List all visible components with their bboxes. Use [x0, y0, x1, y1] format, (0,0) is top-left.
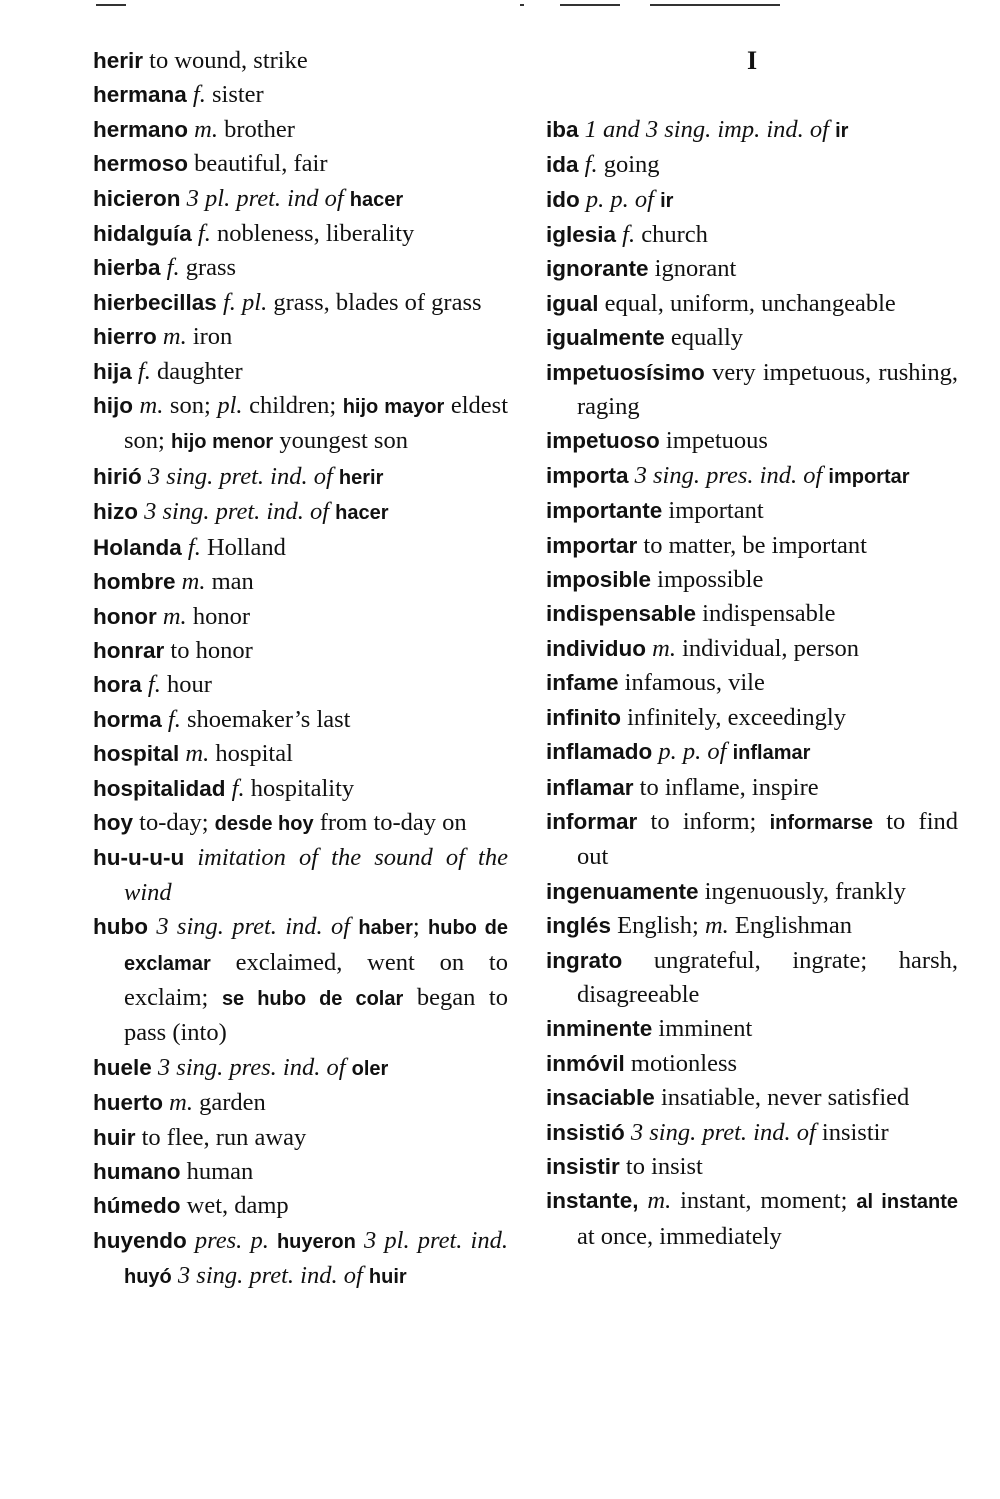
entry-headword: insistir [546, 1153, 620, 1179]
entry-headword: indispensable [546, 601, 697, 627]
dictionary-entry [93, 668, 508, 702]
dictionary-entry [93, 565, 508, 599]
entry-grammar: 3 sing. pres. ind. of [151, 1053, 352, 1081]
entry-headword: hombre [93, 569, 176, 595]
entry-headword: iglesia [546, 222, 617, 247]
dictionary-entry [93, 634, 508, 668]
entry-headword: horma [93, 706, 162, 732]
entry-reference: inflamar [732, 742, 811, 765]
dictionary-entry [93, 806, 508, 841]
entry-definition: exclaimed, went on to exclaim; [124, 948, 508, 1011]
entry-grammar: f. [141, 671, 161, 699]
entry-headword: individuo [546, 635, 646, 661]
entry-definition: equal, uniform, unchangeable [598, 289, 896, 317]
entry-definition: to inflame, inspire [633, 773, 819, 801]
dictionary-entry [546, 148, 958, 182]
dictionary-entry [546, 666, 958, 700]
entry-reference: al instante [856, 1191, 958, 1214]
entry-definition: Holland [200, 533, 286, 561]
entry-headword: ida [546, 152, 579, 178]
dictionary-entry [546, 424, 958, 458]
dictionary-entry [546, 1150, 958, 1184]
entry-headword: hoy [93, 809, 134, 835]
entry-headword: huerto [93, 1090, 163, 1116]
dictionary-entry [93, 531, 508, 565]
edge-mark [520, 4, 524, 6]
dictionary-entry [93, 286, 508, 320]
right-column [546, 44, 958, 1254]
entry-definition: to inform; [637, 807, 770, 835]
entry-definition: began to pass (into) [124, 983, 508, 1047]
entry-definition: wet, damp [180, 1192, 289, 1220]
entry-headword: ingenuamente [546, 878, 699, 904]
entry-grammar: 3 sing. pres. ind. of [628, 461, 829, 489]
entry-definition: equally [664, 324, 744, 352]
dictionary-entry [93, 44, 508, 78]
entry-grammar: 3 sing. pret. ind. of [141, 462, 339, 490]
dictionary-entry [93, 389, 508, 460]
entry-definition: hospital [209, 740, 293, 768]
dictionary-entry [546, 113, 958, 148]
left-column [93, 44, 508, 1295]
dictionary-entry [546, 1012, 958, 1046]
top-edge-marks [0, 0, 1000, 10]
entry-grammar: m. [175, 568, 206, 596]
entry-definition: English; [611, 912, 705, 940]
entry-definition: to flee, run away [135, 1123, 307, 1151]
entry-reference: ir [835, 119, 849, 142]
dictionary-entry [93, 703, 508, 737]
entry-definition: sister [205, 81, 264, 109]
entry-headword: hermano [93, 116, 189, 142]
entry-grammar: p. p. of [652, 738, 733, 766]
entry-definition: individual, person [675, 634, 859, 662]
entry-grammar: m. [156, 323, 187, 351]
entry-reference: desde hoy [214, 812, 314, 835]
entry-definition: garden [192, 1089, 266, 1117]
entry-definition: nobleness, liberality [210, 220, 415, 248]
entry-grammar: f. [181, 533, 201, 561]
entry-headword: hierro [93, 324, 157, 350]
entry-definition: insistir [815, 1118, 889, 1146]
entry-grammar: f. [161, 705, 181, 733]
entry-definition: to wound, strike [143, 47, 308, 74]
entry-headword: hija [93, 358, 132, 384]
entry-grammar: pl. [217, 392, 243, 420]
entry-reference: hubo de exclamar [124, 917, 509, 975]
entry-headword: hora [93, 672, 142, 698]
dictionary-entry [93, 772, 508, 806]
entry-headword: huele [93, 1054, 152, 1080]
entry-definition: indispensable [696, 600, 836, 628]
dictionary-entry [546, 356, 958, 425]
entry-definition: imminent [652, 1015, 753, 1043]
entry-headword: insaciable [546, 1085, 655, 1111]
entry-definition: grass [179, 254, 237, 282]
entry-definition: impossible [651, 566, 764, 594]
entry-headword: impetuosísimo [546, 359, 705, 385]
entry-headword: hermoso [93, 151, 189, 177]
entry-headword: Holanda [93, 534, 182, 560]
entry-headword: iba [546, 116, 579, 142]
dictionary-entry [546, 909, 958, 943]
dictionary-entry [546, 875, 958, 909]
dictionary-entry [93, 251, 508, 285]
entry-reference: herir [338, 466, 384, 489]
dictionary-entry [546, 563, 958, 597]
dictionary-entry [93, 910, 508, 1051]
entry-headword: imposible [546, 567, 652, 593]
dictionary-entry [93, 1086, 508, 1120]
dictionary-entry [93, 1189, 508, 1223]
dictionary-entry [546, 632, 958, 666]
edge-mark [560, 4, 620, 6]
entry-reference: hijo menor [170, 431, 274, 454]
entry-grammar: 3 sing. pret. ind. of [138, 498, 336, 526]
dictionary-entry [546, 494, 958, 528]
entry-reference: se hubo de colar [221, 987, 404, 1010]
entry-grammar: f. [578, 151, 598, 179]
entry-grammar: 3 sing. pret. ind. of [147, 913, 359, 941]
entry-definition: very impetuous, rushing, raging [577, 358, 958, 421]
entry-headword: hubo [93, 914, 148, 940]
dictionary-entry [93, 78, 508, 112]
entry-definition: Englishman [728, 912, 852, 940]
entry-definition: man [205, 568, 254, 596]
entry-definition: to matter, be important [637, 531, 867, 559]
entry-headword: infame [546, 670, 619, 696]
dictionary-entry [93, 113, 508, 147]
entry-definition: from to-day on [313, 808, 467, 836]
entry-grammar: p. p. of [579, 185, 661, 213]
dictionary-entry [93, 600, 508, 634]
dictionary-entry [93, 182, 508, 217]
entry-headword: inglés [546, 913, 612, 939]
entry-headword: ido [546, 186, 580, 212]
entry-definition: eldest son; [124, 392, 508, 455]
entry-headword: hospital [93, 741, 180, 767]
entry-headword: hicieron [93, 185, 181, 211]
dictionary-entry [546, 701, 958, 735]
entry-definition: children; [242, 392, 343, 420]
entry-definition: ; [412, 913, 429, 941]
entry-grammar: imitation of the sound of the wind [124, 844, 508, 906]
dictionary-entry [546, 1047, 958, 1081]
entry-grammar: f. pl. [216, 288, 268, 316]
entry-reference: hacer [349, 188, 404, 211]
entry-grammar: f. [131, 357, 151, 385]
entry-grammar: m. [188, 115, 218, 143]
entry-headword: honrar [93, 637, 165, 663]
entry-grammar: m. [133, 392, 164, 420]
dictionary-entry [546, 252, 958, 286]
entry-definition: honor [186, 602, 250, 630]
entry-reference: informarse [769, 811, 873, 834]
entry-headword: huyendo [93, 1227, 187, 1253]
entry-grammar: 3 pl. pret. ind of [180, 184, 350, 212]
entry-headword: honor [93, 603, 157, 629]
entry-grammar: m. [704, 912, 729, 940]
entry-headword: hu-u-u-u [93, 845, 185, 871]
entry-grammar: m. [646, 634, 676, 662]
edge-mark [96, 4, 126, 6]
entry-reference: haber [358, 917, 413, 940]
entry-grammar: 3 pl. pret. ind. [355, 1226, 508, 1254]
entry-definition: ignorant [648, 255, 737, 283]
entry-headword: instante, [546, 1188, 639, 1214]
entry-headword: importa [546, 462, 629, 488]
entry-reference: oler [351, 1057, 389, 1080]
entry-definition: insatiable, never satisfied [654, 1084, 910, 1112]
entry-headword: inflamado [546, 739, 653, 765]
entry-headword: herir [93, 48, 144, 73]
entry-definition: to find out [577, 807, 959, 871]
dictionary-entry [546, 321, 958, 355]
entry-headword: hermana [93, 82, 187, 108]
dictionary-entry [93, 1121, 508, 1155]
entry-grammar: f. [191, 220, 211, 248]
entry-definition: brother [217, 115, 295, 143]
entry-reference: hijo mayor [342, 396, 445, 419]
entry-headword: huir [93, 1124, 136, 1150]
entry-grammar: f. [225, 774, 245, 802]
entry-definition: son; [163, 392, 218, 420]
dictionary-entry [546, 218, 958, 252]
dictionary-entry [93, 320, 508, 354]
entry-headword: hierbecillas [93, 289, 217, 315]
entry-headword: infinito [546, 704, 621, 730]
entry-headword: importante [546, 498, 663, 524]
entry-grammar: f. [160, 254, 180, 282]
entry-grammar: f. [616, 221, 636, 248]
entry-grammar: 3 sing. pret. ind. of [171, 1262, 369, 1290]
entry-definition: church [635, 221, 708, 248]
dictionary-entry [93, 460, 508, 495]
entry-headword: hierba [93, 255, 161, 281]
entry-headword: inmóvil [546, 1050, 625, 1076]
entry-headword: inminente [546, 1016, 653, 1042]
dictionary-entry [93, 147, 508, 181]
entry-headword: hijo [93, 393, 133, 419]
entry-reference: huyó [124, 1266, 172, 1289]
entry-headword: insistió [546, 1119, 625, 1145]
entry-definition: beautiful, fair [188, 150, 328, 178]
entry-grammar: m. [638, 1187, 672, 1215]
entry-definition: grass, blades of grass [267, 288, 482, 316]
entry-headword: hizo [93, 499, 138, 525]
entry-definition: infinitely, exceedingly [620, 703, 846, 731]
entry-headword: inflamar [546, 774, 634, 800]
entry-definition: ingenuously, frankly [698, 877, 906, 905]
entry-headword: ingrato [546, 947, 623, 973]
dictionary-entry [93, 355, 508, 389]
entry-reference: huyeron [276, 1230, 356, 1253]
dictionary-entry [546, 944, 958, 1013]
entry-grammar: f. [186, 81, 206, 109]
entry-grammar: m. [179, 740, 210, 768]
entry-headword: ignorante [546, 256, 649, 282]
entry-definition: infamous, vile [618, 669, 765, 697]
dictionary-entry [546, 805, 958, 875]
entry-reference: huir [368, 1266, 407, 1289]
dictionary-entry [93, 841, 508, 910]
dictionary-entry [546, 287, 958, 321]
entry-definition: daughter [150, 357, 243, 385]
entry-definition: to-day; [133, 808, 215, 836]
entry-definition: to honor [164, 636, 253, 664]
entry-definition: hospitality [244, 774, 355, 802]
entry-headword: húmedo [93, 1193, 181, 1219]
entry-reference: ir [660, 189, 674, 212]
entry-headword: igual [546, 290, 599, 316]
entry-definition: at once, immediately [577, 1222, 782, 1250]
entry-definition: youngest son [273, 427, 408, 455]
entry-definition: important [662, 497, 764, 525]
dictionary-entry [93, 1155, 508, 1189]
entry-definition: going [597, 151, 660, 179]
dictionary-entry [546, 529, 958, 563]
entry-definition: ungrateful, ingrate; harsh, disagreeable [577, 946, 958, 1008]
entry-grammar: m. [156, 602, 187, 630]
entry-grammar: m. [163, 1089, 193, 1117]
entry-headword: igualmente [546, 325, 665, 351]
entry-definition: motionless [624, 1049, 738, 1077]
dictionary-entry [93, 217, 508, 251]
entry-definition: to insist [619, 1152, 703, 1180]
edge-mark [650, 4, 780, 6]
section-letter: I [746, 46, 758, 75]
entry-definition: iron [186, 323, 233, 351]
dictionary-entry [93, 1051, 508, 1086]
dictionary-entry [546, 1116, 958, 1150]
entry-headword: hirió [93, 463, 142, 489]
dictionary-entry [546, 771, 958, 805]
entry-reference: hacer [335, 502, 389, 525]
entry-grammar: 1 and 3 sing. imp. ind. of [578, 115, 836, 143]
dictionary-entry [546, 1184, 958, 1254]
entry-headword: hospitalidad [93, 775, 226, 801]
entry-definition: human [180, 1158, 254, 1185]
dictionary-entry [546, 1081, 958, 1115]
dictionary-entry [93, 737, 508, 771]
entry-headword: humano [93, 1159, 181, 1184]
entry-headword: importar [546, 532, 638, 558]
right-column-entries [546, 113, 958, 1254]
entry-definition: hour [160, 671, 212, 699]
dictionary-entry [546, 183, 958, 218]
dictionary-entry [546, 735, 958, 770]
entry-grammar: pres. p. [186, 1226, 277, 1254]
entry-headword: hidalguía [93, 221, 192, 247]
dictionary-entry [546, 597, 958, 631]
entry-grammar: 3 sing. pret. ind. of [624, 1118, 816, 1146]
dictionary-entry [93, 1224, 508, 1295]
entry-definition: impetuous [659, 427, 768, 455]
entry-headword: informar [546, 808, 638, 834]
entry-headword: impetuoso [546, 428, 660, 454]
entry-definition: instant, moment; [671, 1187, 857, 1215]
dictionary-entry [546, 459, 958, 494]
dictionary-entry [93, 495, 508, 530]
entry-definition: shoemaker’s last [180, 705, 351, 733]
entry-reference: importar [828, 465, 910, 488]
